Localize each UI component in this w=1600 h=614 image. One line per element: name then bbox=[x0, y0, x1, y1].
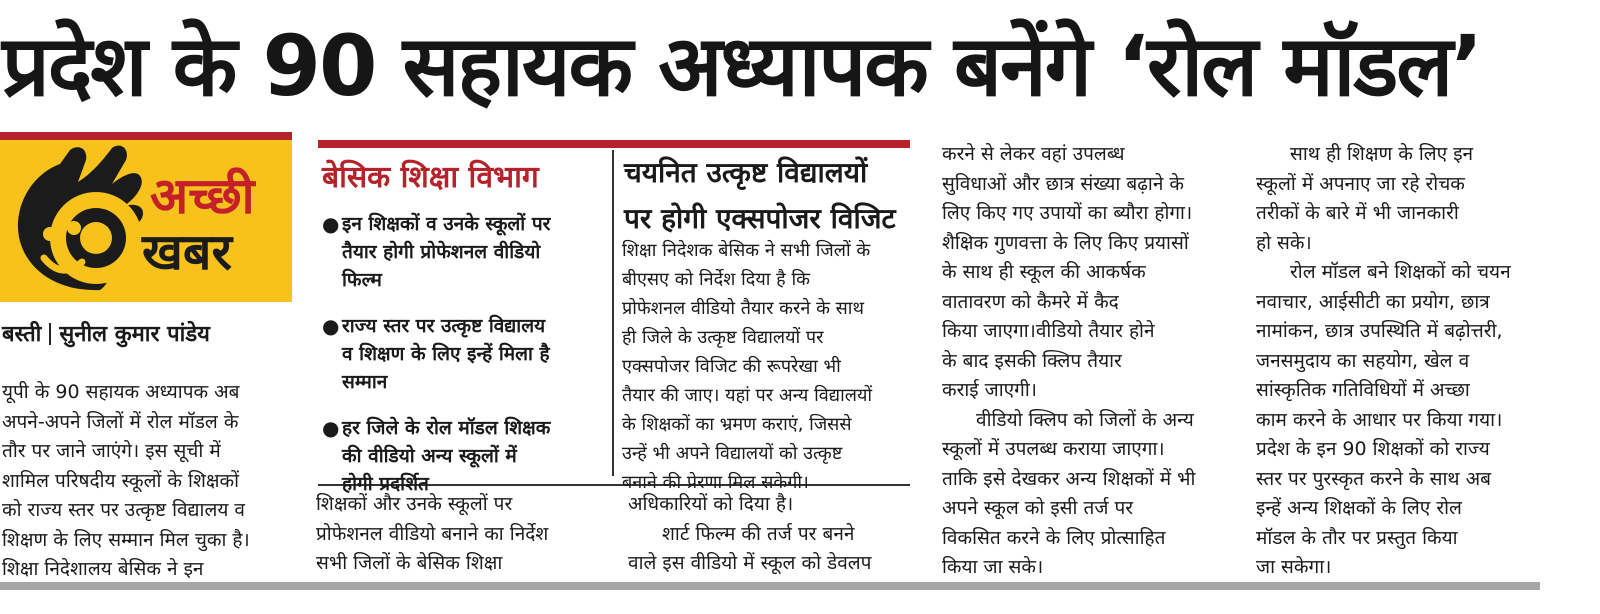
badge-top-rule bbox=[0, 132, 292, 140]
body-line: रोल मॉडल बने शिक्षकों को चयन bbox=[1290, 261, 1511, 283]
box-right-title bbox=[624, 150, 910, 242]
bullet-line: राज्य स्तर पर उत्कृष्ट विद्यालय bbox=[342, 315, 546, 337]
bullet-dot-icon: ● bbox=[322, 212, 340, 236]
bottom-rule bbox=[0, 582, 1540, 590]
body-line: सुविधाओं और छात्र संख्या बढ़ाने के bbox=[942, 172, 1184, 195]
byline-place: बस्ती bbox=[2, 322, 42, 347]
badge-line-1: अच्छी bbox=[150, 167, 255, 225]
body-line: अपने-अपने जिलों में रोल मॉडल के bbox=[2, 410, 239, 433]
body-line: स्कूलों में अपनाए जा रहे रोचक bbox=[1256, 172, 1465, 195]
bullet-dot-icon: ● bbox=[322, 314, 340, 338]
body-line: कराई जाएगी। bbox=[942, 379, 1037, 401]
body-line: प्रोफेशनल वीडियो तैयार करने के साथ bbox=[622, 298, 864, 319]
body-line: वाले इस वीडियो में स्कूल को डेवलप bbox=[628, 552, 872, 574]
body-line: ही जिले के उत्कृष्ट विद्यालयों पर bbox=[622, 327, 824, 348]
body-line: करने से लेकर वहां उपलब्ध bbox=[942, 143, 1125, 165]
box-divider bbox=[612, 150, 614, 476]
body-line: शिक्षा निदेशालय बेसिक ने इन bbox=[2, 558, 204, 580]
body-line: के साथ ही स्कूल की आकर्षक bbox=[942, 261, 1146, 283]
column-4 bbox=[942, 140, 1238, 583]
body-line: काम करने के आधार पर किया गया। bbox=[1256, 408, 1503, 431]
list-item bbox=[322, 414, 608, 498]
body-line: एक्सपोजर विजिट की रूपरेखा भी bbox=[622, 356, 841, 377]
column-1 bbox=[2, 378, 292, 585]
body-line: शार्ट फिल्म की तर्ज पर बनने bbox=[662, 522, 855, 545]
column-3 bbox=[628, 490, 918, 579]
body-line: वीडियो क्लिप को जिलों के अन्य bbox=[976, 408, 1194, 431]
body-line: स्तर पर पुरस्कृत करने के साथ अब bbox=[1256, 467, 1491, 490]
bullet-line: हर जिले के रोल मॉडल शिक्षक bbox=[342, 417, 551, 439]
bullet-line: फिल्म bbox=[342, 269, 382, 291]
body-line: वातावरण को कैमरे में कैद bbox=[942, 290, 1119, 313]
body-line: ताकि इसे देखकर अन्य शिक्षकों में भी bbox=[942, 467, 1196, 490]
body-line: अपने स्कूल को इसी तर्ज पर bbox=[942, 497, 1134, 519]
body-line: इन्हें अन्य शिक्षकों के लिए रोल bbox=[1256, 497, 1462, 519]
body-line: शामिल परिषदीय स्कूलों के शिक्षकों bbox=[2, 469, 240, 492]
box-right-title-line: चयनित उत्कृष्ट विद्यालयों bbox=[624, 156, 868, 189]
column-2 bbox=[316, 490, 612, 579]
bullet-line: होगी प्रदर्शित bbox=[342, 473, 429, 495]
body-line: शैक्षिक गुणवत्ता के लिए किए प्रयासों bbox=[942, 231, 1189, 254]
body-line: अधिकारियों को दिया है। bbox=[628, 493, 794, 515]
badge-line-2: खबर bbox=[142, 223, 232, 281]
body-line: मॉडल के तौर पर प्रस्तुत किया bbox=[1256, 526, 1458, 549]
body-line: शिक्षण के लिए सम्मान मिल चुका है। bbox=[2, 528, 250, 551]
body-line: जा सकेगा। bbox=[1256, 556, 1332, 578]
box-top-rule bbox=[318, 140, 910, 148]
body-line: सभी जिलों के बेसिक शिक्षा bbox=[316, 552, 503, 574]
body-line: किया जाएगा।वीडियो तैयार होने bbox=[942, 320, 1155, 342]
body-line: प्रदेश के इन 90 शिक्षकों को राज्य bbox=[1256, 438, 1490, 460]
body-line: के बाद इसकी क्लिप तैयार bbox=[942, 349, 1122, 372]
byline-separator bbox=[49, 323, 51, 345]
headline: प्रदेश के 90 सहायक अध्यापक बनेंगे ‘रोल मॉडल’ bbox=[2, 17, 1482, 115]
body-line: शिक्षा निदेशक बेसिक ने सभी जिलों के bbox=[622, 240, 871, 261]
good-news-badge bbox=[0, 140, 292, 302]
byline-author: सुनील कुमार पांडेय bbox=[59, 322, 210, 347]
list-item bbox=[322, 210, 608, 294]
body-line: बीएसए को निर्देश दिया है कि bbox=[622, 269, 810, 290]
body-line: यूपी के 90 सहायक अध्यापक अब bbox=[2, 381, 240, 403]
body-line: तरीकों के बारे में भी जानकारी bbox=[1256, 202, 1459, 224]
box-right-body bbox=[622, 236, 912, 497]
body-line: लिए किए गए उपायों का ब्यौरा होगा। bbox=[942, 202, 1193, 224]
column-5 bbox=[1256, 140, 1556, 583]
body-line: किया जा सके। bbox=[942, 556, 1044, 578]
body-line: स्कूलों में उपलब्ध कराया जाएगा। bbox=[942, 438, 1165, 460]
body-line: तौर पर जाने जाएंगे। इस सूची में bbox=[2, 440, 221, 462]
body-line: शिक्षकों और उनके स्कूलों पर bbox=[316, 493, 513, 515]
box-bullet-list bbox=[322, 210, 608, 516]
body-line: तैयार की जाए। यहां पर अन्य विद्यालयों bbox=[622, 385, 873, 406]
bullet-line: की वीडियो अन्य स्कूलों में bbox=[342, 445, 517, 467]
body-line: विकसित करने के लिए प्रोत्साहित bbox=[942, 526, 1166, 549]
body-line: हो सके। bbox=[1256, 231, 1312, 254]
body-line: सांस्कृतिक गतिविधियों में अच्छा bbox=[1256, 379, 1470, 401]
bullet-dot-icon: ● bbox=[322, 416, 340, 440]
box-right-title-line: पर होगी एक्सपोजर विजिट bbox=[624, 202, 896, 235]
bullet-line: सम्मान bbox=[342, 371, 388, 393]
list-item bbox=[322, 312, 608, 396]
box-left-title: बेसिक शिक्षा विभाग bbox=[322, 160, 539, 195]
body-line: नवाचार, आईसीटी का प्रयोग, छात्र bbox=[1256, 290, 1490, 313]
body-line: प्रोफेशनल वीडियो बनाने का निर्देश bbox=[316, 522, 549, 545]
body-line: उन्हें भी अपने विद्यालयों को उत्कृष्ट bbox=[622, 443, 843, 464]
bullet-line: व शिक्षण के लिए इन्हें मिला है bbox=[342, 343, 550, 365]
body-line: जनसमुदाय का सहयोग, खेल व bbox=[1256, 349, 1470, 372]
byline bbox=[2, 318, 292, 352]
body-line: नामांकन, छात्र उपस्थिति में बढ़ोत्तरी, bbox=[1256, 320, 1503, 342]
bullet-line: इन शिक्षकों व उनके स्कूलों पर bbox=[342, 213, 551, 235]
body-line: के शिक्षकों का भ्रमण कराएं, जिससे bbox=[622, 414, 852, 435]
body-line: को राज्य स्तर पर उत्कृष्ट विद्यालय व bbox=[2, 499, 245, 521]
bullet-line: तैयार होगी प्रोफेशनल वीडियो bbox=[342, 241, 541, 263]
body-line: बनाने की प्रेरणा मिल सकेगी। bbox=[622, 472, 809, 493]
body-line: साथ ही शिक्षण के लिए इन bbox=[1290, 143, 1474, 165]
